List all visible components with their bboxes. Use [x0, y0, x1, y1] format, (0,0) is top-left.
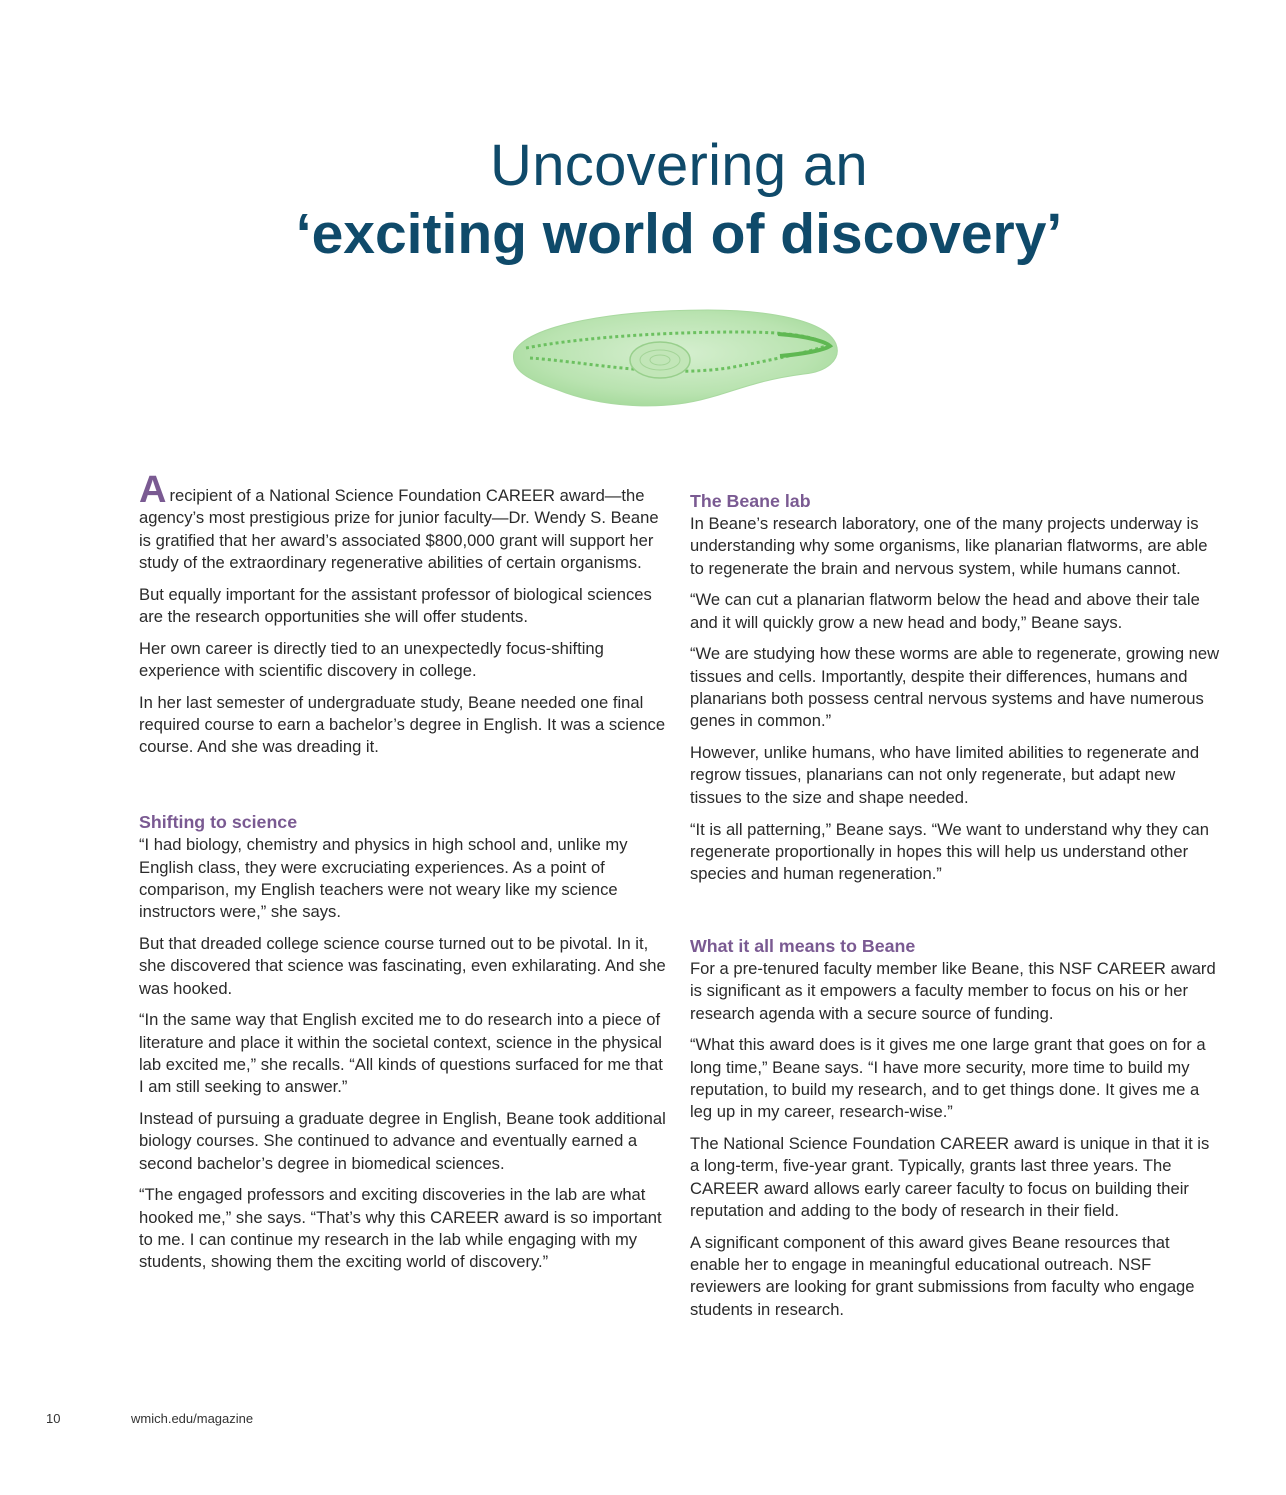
title-line-1: Uncovering an — [490, 133, 868, 198]
drop-cap: A — [139, 469, 167, 511]
page-number: 10 — [46, 1411, 61, 1426]
intro-text: recipient of a National Science Foundation CAREER award—the agency’s most prestigious prize for junior faculty—Dr. Wendy S. Beane is gratified that her award’s associated $800,000 grant will support her study of the extraordinary regenerative abilities of certain organisms. — [139, 486, 659, 572]
body-paragraph: “What this award does is it gives me one large grant that goes on for a long time,” Beane says. “I have more security, more time to build my reputation, to build my research, and to get things done. It gives me a leg up in my career, research-wise.” — [690, 1035, 1206, 1122]
body-paragraph: In her last semester of undergraduate study, Beane needed one final required course to earn a bachelor’s degree in English. It was a science course. And she was dreading it. — [139, 692, 666, 757]
body-paragraph: But equally important for the assistant professor of biological sciences are the research opportunities she will offer students. — [139, 584, 652, 626]
body-paragraph: A significant component of this award gives Beane resources that enable her to engage in meaningful educational outreach. NSF reviewers are looking for grant submissions from faculty who engage students in research. — [690, 1232, 1195, 1319]
body-paragraph: “I had biology, chemistry and physics in high school and, unlike my English class, they were excruciating experiences. As a point of comparison, my English teachers were not weary like my science instructors were,” she says. — [139, 835, 628, 922]
planarian-flatworm-illustration — [508, 302, 842, 414]
body-paragraph: Her own career is directly tied to an unexpectedly focus-shifting experience with scientific discovery in college. — [139, 638, 604, 681]
intro-paragraph — [139, 469, 669, 574]
body-paragraph: “In the same way that English excited me to do research into a piece of literature and place it within the societal context, science in the physical lab excited me,” she recalls. “All kinds of questions surfaced for me that I am still seeking to answer.” — [139, 1010, 663, 1097]
left-column — [139, 469, 669, 1283]
body-paragraph: “The engaged professors and exciting discoveries in the lab are what hooked me,” she says. “That’s why this CAREER award is so important to me. I can continue my research in the lab while engaging with my students, showing them the exciting world of discovery.” — [139, 1185, 662, 1272]
footer-url: wmich.edu/magazine — [131, 1411, 254, 1426]
body-paragraph: Instead of pursuing a graduate degree in English, Beane took additional biology courses. She continued to advance and eventually earned a second bachelor’s degree in biomedical sciences. — [139, 1109, 666, 1173]
body-paragraph: The National Science Foundation CAREER award is unique in that it is a long-term, five-year grant. Typically, grants last three years. The CAREER award allows early career faculty to focus on building their reputation and adding to the body of research in their field. — [690, 1134, 1210, 1220]
body-paragraph: “We can cut a planarian flatworm below the head and above their tale and it will quickly grow a new head and body,” Beane says. — [690, 590, 1200, 632]
section-heading-shifting-to-science: Shifting to science — [139, 812, 298, 833]
body-paragraph: In Beane’s research laboratory, one of the many projects underway is understanding why some organisms, like planarian flatworms, are able to regenerate the brain and nervous system, while humans cannot. — [690, 514, 1208, 578]
section-heading-beane-lab: The Beane lab — [690, 491, 811, 511]
body-paragraph: “We are studying how these worms are able to regenerate, growing new tissues and cells. Importantly, despite their differences, humans and planarians both possess central nervous systems and have numerous genes in common.” — [690, 644, 1220, 731]
right-column — [690, 490, 1222, 1330]
body-paragraph: However, unlike humans, who have limited abilities to regenerate and regrow tissues, planarians can not only regenerate, but adapt new tissues to the size and shape needed. — [690, 743, 1200, 807]
body-paragraph: For a pre-tenured faculty member like Beane, this NSF CAREER award is significant as it empowers a faculty member to focus on his or her research agenda with a secure source of funding. — [690, 958, 1216, 1023]
title-line-2: ‘exciting world of discovery’ — [295, 202, 1063, 266]
section-heading-what-it-means: What it all means to Beane — [690, 935, 916, 956]
article-title — [0, 134, 1286, 270]
body-paragraph: “It is all patterning,” Beane says. “We want to understand why they can regenerate proportionally in hopes this will help us understand other species and human regeneration.” — [690, 819, 1209, 884]
body-paragraph: But that dreaded college science course turned out to be pivotal. In it, she discovered that science was fascinating, even exhilarating. And she was hooked. — [139, 933, 666, 998]
